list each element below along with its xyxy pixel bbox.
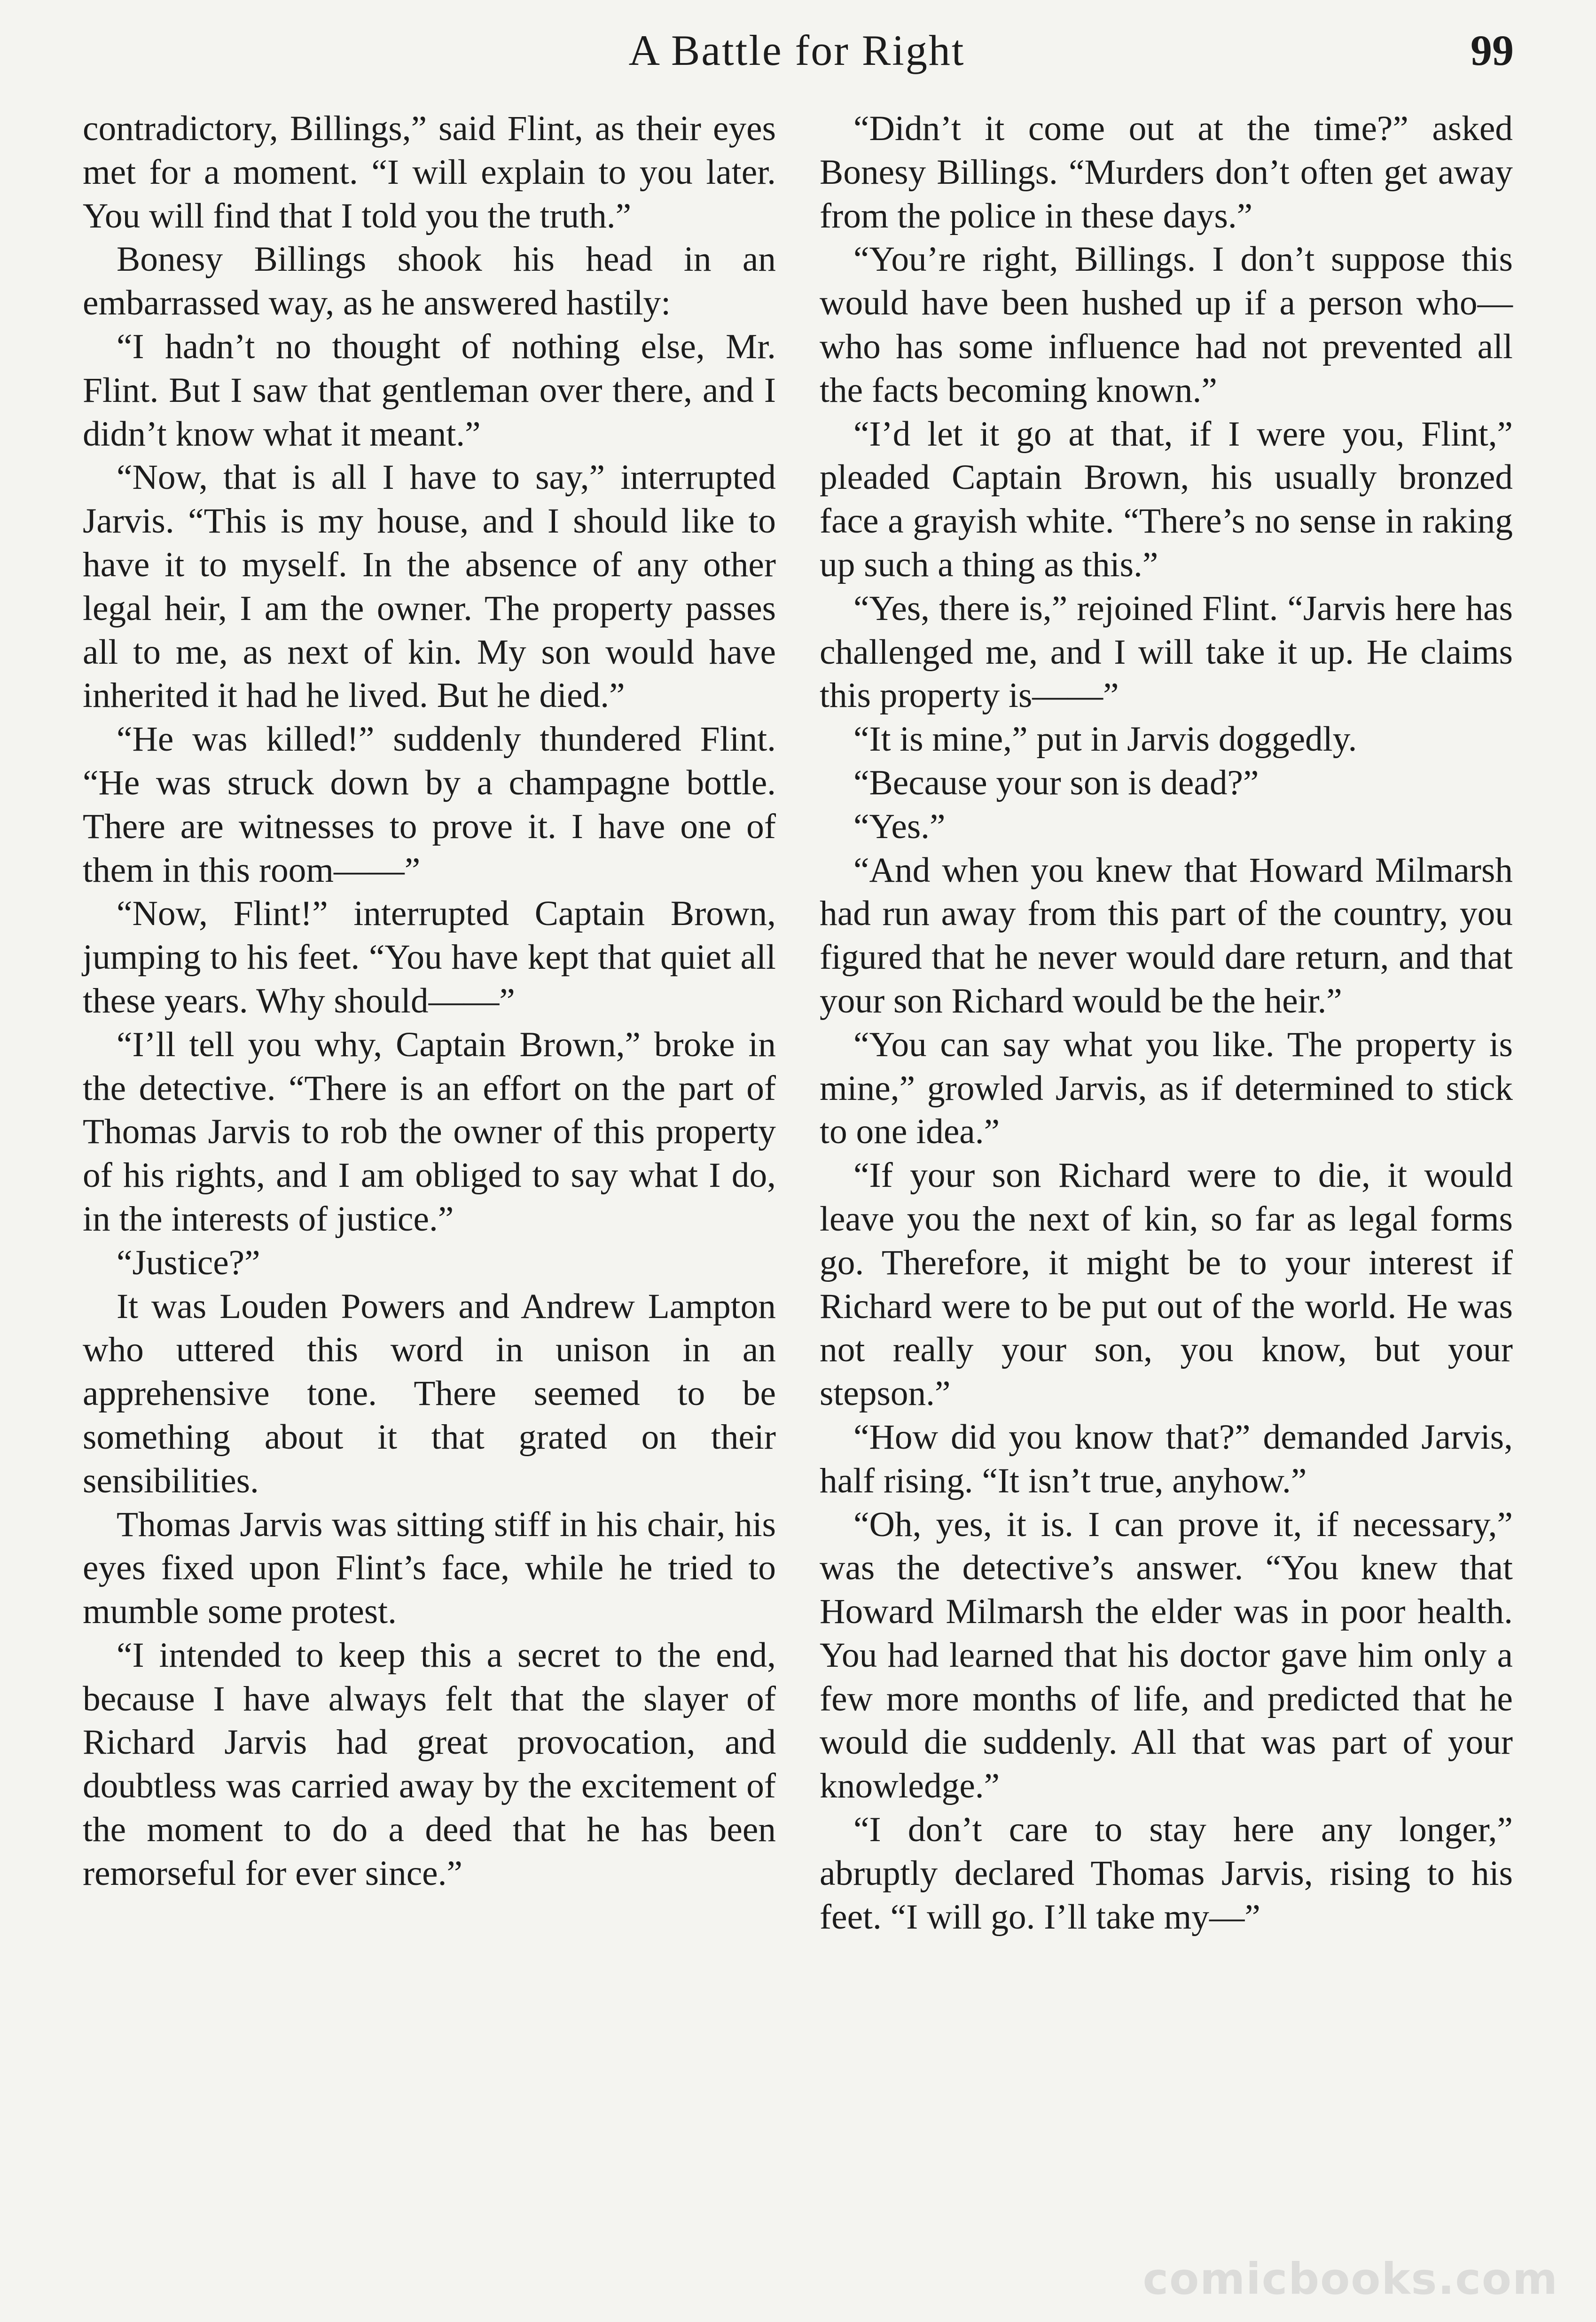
paragraph: “Yes.”: [853, 807, 946, 846]
paragraph: “I hadn’t no thought of nothing else, Mr. Flint. But I saw that gentleman over there, and I didn’t know what it meant.”: [83, 327, 776, 454]
paragraph: “And when you knew that Howard Milmarsh had run away from this part of the country, you figured that he never would dare return, and that your son Richard would be the heir.”: [820, 850, 1513, 1020]
paragraph: “I’d let it go at that, if I were you, Flint,” pleaded Captain Brown, his usually bronzed face a grayish white. “There’s no sense in raking up such a thing as this.”: [820, 414, 1513, 584]
paragraph: Bonesy Billings shook his head in an embarrassed way, as he answered hastily:: [83, 240, 776, 323]
paragraph: “If your son Richard were to die, it would leave you the next of kin, so far as legal forms go. Therefore, it might be to your interest if Richard were to be put out of the world. He was not really your son, you know, but your stepson.”: [820, 1156, 1513, 1413]
paragraph: “You’re right, Billings. I don’t suppose this would have been hushed up if a person who—who has some influence had not prevented all the facts becoming known.”: [820, 240, 1513, 410]
paragraph: “Now, Flint!” interrupted Captain Brown, jumping to his feet. “You have kept that quiet all these years. Why should——”: [83, 894, 776, 1020]
page-header: [80, 24, 1514, 76]
paragraph: “You can say what you like. The property is mine,” growled Jarvis, as if determined to stick to one idea.”: [820, 1025, 1513, 1152]
running-title: A Battle for Right: [628, 26, 965, 74]
paragraph: “He was killed!” suddenly thundered Flint. “He was struck down by a champagne bottle. There are witnesses to prove it. I have one of them in this room——”: [83, 720, 776, 890]
paragraph: “Because your son is dead?”: [853, 763, 1259, 802]
paragraph: “How did you know that?” demanded Jarvis, half rising. “It isn’t true, anyhow.”: [820, 1417, 1513, 1500]
paragraph: “I’ll tell you why, Captain Brown,” broke in the detective. “There is an effort on the part of Thomas Jarvis to rob the owner of this property of his rights, and I am obliged to say what I do, in the interests of justice.”: [83, 1025, 776, 1239]
paragraph: “Now, that is all I have to say,” interrupted Jarvis. “This is my house, and I should like to have it to myself. In the absence of any other legal heir, I am the owner. The property passes all to me, as next of kin. My son would have inherited it had he lived. But he died.”: [83, 458, 776, 715]
paragraph: “Oh, yes, it is. I can prove it, if necessary,” was the detective’s answer. “You knew that Howard Milmarsh the elder was in poor health. You had learned that his doctor gave him only a few more months of life, and predicted that he would die suddenly. All that was part of your knowledge.”: [820, 1505, 1513, 1806]
watermark: comicbooks.com: [1142, 2254, 1558, 2304]
left-text-column: [83, 107, 776, 1896]
paragraph: “I don’t care to stay here any longer,” abruptly declared Thomas Jarvis, rising to his feet. “I will go. I’ll take my—”: [820, 1810, 1513, 1937]
paragraph: “Didn’t it come out at the time?” asked Bonesy Billings. “Murders don’t often get away from the police in these days.”: [820, 109, 1513, 235]
paragraph: “I intended to keep this a secret to the end, because I have always felt that the slayer of Richard Jarvis had great provocation, and doubtless was carried away by the excitement of the moment to do a deed that he has been remorseful for ever since.”: [83, 1635, 776, 1893]
paragraph: “It is mine,” put in Jarvis doggedly.: [853, 720, 1357, 759]
paragraph: contradictory, Billings,” said Flint, as their eyes met for a moment. “I will explain to you later. You will find that I told you the truth.”: [83, 109, 776, 235]
paragraph: “Yes, there is,” rejoined Flint. “Jarvis here has challenged me, and I will take it up. He claims this property is——”: [820, 588, 1513, 715]
paragraph: It was Louden Powers and Andrew Lampton who uttered this word in unison in an apprehensive tone. There seemed to be something about it that grated on their sensibilities.: [83, 1287, 776, 1500]
paragraph: “Justice?”: [117, 1243, 260, 1282]
page-number: 99: [1471, 26, 1514, 74]
right-text-column: [820, 107, 1513, 1939]
paragraph: Thomas Jarvis was sitting stiff in his chair, his eyes fixed upon Flint’s face, while he tried to mumble some protest.: [83, 1505, 776, 1632]
